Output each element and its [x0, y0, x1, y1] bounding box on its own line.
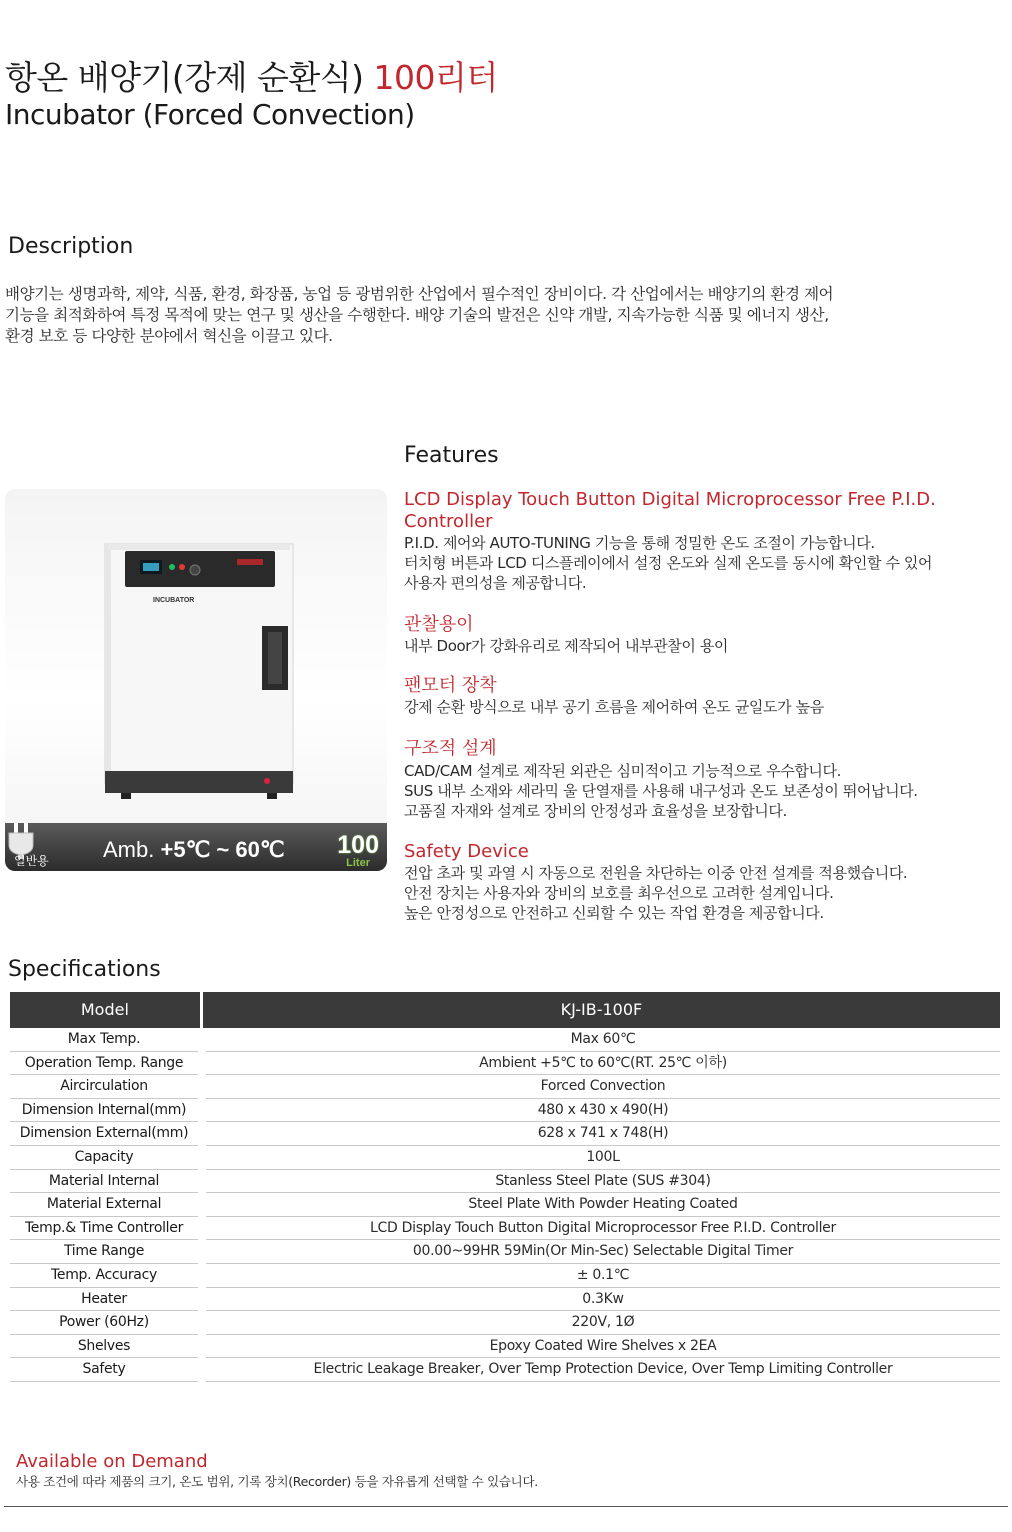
page-title-korean — [5, 58, 498, 98]
capacity-number: 100 — [337, 831, 379, 859]
feature-title-fan: 팬모터 장착 — [404, 675, 497, 696]
ambient-range-value: +5℃ ~ 60℃ — [160, 837, 285, 862]
spec-label: Material Internal — [10, 1170, 198, 1194]
panel-button-green — [169, 564, 175, 570]
feature-title-pid-cont: Controller — [404, 511, 493, 532]
feature-title-safety: Safety Device — [404, 841, 529, 862]
available-body: 사용 조건에 따라 제품의 크기, 온도 범위, 기록 장치(Recorder) 등을 자유롭게 선택할 수 있습니다. — [16, 1474, 538, 1489]
spec-value: Ambient +5℃ to 60℃(RT. 25℃ 이하) — [206, 1052, 1000, 1076]
spec-strip — [5, 823, 387, 871]
feature-title-pid: LCD Display Touch Button Digital Microprocessor Free P.I.D. — [404, 489, 936, 510]
title-capacity: 100리터 — [373, 58, 498, 97]
cabinet-top — [108, 544, 290, 550]
table-row — [10, 1099, 1000, 1123]
spec-label: Heater — [10, 1288, 198, 1312]
title-ko-text: 항온 배양기(강제 순환식) — [5, 58, 364, 97]
feature-title-observation: 관찰용이 — [404, 614, 474, 635]
feature-line: SUS 내부 소재와 세라믹 울 단열재를 사용해 내구성과 온도 보존성이 뛰어납니다. — [404, 782, 918, 800]
table-row — [10, 1028, 1000, 1052]
feature-body-structure — [404, 761, 1004, 821]
spec-value: 0.3Kw — [206, 1288, 1000, 1312]
spec-label: Safety — [10, 1358, 198, 1382]
feature-line: 고품질 자재와 설계로 장비의 안정성과 효율성을 보장합니다. — [404, 802, 787, 820]
spec-label: Temp.& Time Controller — [10, 1217, 198, 1241]
spec-value: 220V, 1Ø — [206, 1311, 1000, 1335]
cabinet-hinge-side — [105, 544, 111, 784]
spec-label: Dimension External(mm) — [10, 1122, 198, 1146]
lcd-readout — [143, 563, 159, 571]
spec-value: Electric Leakage Breaker, Over Temp Protection Device, Over Temp Limiting Controller — [206, 1358, 1000, 1382]
description-heading: Description — [8, 234, 134, 259]
feature-line: 안전 장치는 사용자와 장비의 보호를 최우선으로 고려한 설계입니다. — [404, 884, 834, 902]
panel-button-red — [179, 564, 185, 570]
spec-value: Stanless Steel Plate (SUS #304) — [206, 1170, 1000, 1194]
capacity-unit: Liter — [346, 857, 370, 869]
table-row — [10, 1193, 1000, 1217]
table-row — [10, 1052, 1000, 1076]
spec-label: Material External — [10, 1193, 198, 1217]
spec-value: ± 0.1℃ — [206, 1264, 1000, 1288]
feature-body-pid — [404, 533, 1004, 593]
spec-label: Operation Temp. Range — [10, 1052, 198, 1076]
ambient-prefix: Amb. — [103, 837, 155, 862]
table-row — [10, 1217, 1000, 1241]
feature-line: 내부 Door가 강화유리로 제작되어 내부관찰이 용이 — [404, 637, 729, 655]
spec-header-model: KJ-IB-100F — [203, 992, 1000, 1028]
spec-header-label: Model — [10, 992, 200, 1028]
spec-label: Time Range — [10, 1240, 198, 1264]
available-title: Available on Demand — [16, 1451, 208, 1472]
spec-value: 100L — [206, 1146, 1000, 1170]
spec-label: Power (60Hz) — [10, 1311, 198, 1335]
spec-label: Aircirculation — [10, 1075, 198, 1099]
bottom-divider — [4, 1506, 1008, 1507]
table-row — [10, 1146, 1000, 1170]
feature-line: 높은 안정성으로 안전하고 신뢰할 수 있는 작업 환경을 제공합니다. — [404, 904, 824, 922]
foot-left — [121, 793, 131, 799]
description-line: 환경 보호 등 다양한 분야에서 혁신을 이끌고 있다. — [5, 327, 333, 345]
panel-knob — [190, 565, 200, 575]
table-row — [10, 1122, 1000, 1146]
feature-line: CAD/CAM 설계로 제작된 외관은 심미적이고 기능적으로 우수합니다. — [404, 762, 841, 780]
description-line: 배양기는 생명과학, 제약, 식품, 환경, 화장품, 농업 등 광범위한 산업에서 필수적인 장비이다. 각 산업에서는 배양기의 환경 제어 — [5, 285, 834, 303]
feature-body-fan — [404, 697, 1004, 717]
usage-label: 일반용 — [14, 854, 49, 868]
feature-line: 사용자 편의성을 제공합니다. — [404, 574, 587, 592]
feature-line: 터치형 버튼과 LCD 디스플레이에서 설정 온도와 실제 온도를 동시에 확인할 수 있어 — [404, 554, 933, 572]
feature-line: P.I.D. 제어와 AUTO-TUNING 기능을 통해 정밀한 온도 조절이 가능합니다. — [404, 534, 875, 552]
table-row — [10, 1335, 1000, 1359]
panel-brand-badge — [237, 559, 263, 565]
table-row — [10, 1288, 1000, 1312]
spec-label: Temp. Accuracy — [10, 1264, 198, 1288]
spec-label: Dimension Internal(mm) — [10, 1099, 198, 1123]
spec-label: Shelves — [10, 1335, 198, 1359]
spec-value: 00.00~99HR 59Min(Or Min-Sec) Selectable Digital Timer — [206, 1240, 1000, 1264]
table-row — [10, 1170, 1000, 1194]
table-row — [10, 1358, 1000, 1382]
page-title-english: Incubator (Forced Convection) — [5, 98, 415, 131]
feature-title-structure: 구조적 설계 — [404, 738, 497, 759]
spec-value: 628 x 741 x 748(H) — [206, 1122, 1000, 1146]
features-heading: Features — [404, 443, 499, 468]
spec-label: Max Temp. — [10, 1028, 198, 1052]
power-switch — [264, 778, 270, 784]
cabinet-brand-label: INCUBATOR — [153, 597, 195, 604]
product-image — [5, 489, 387, 871]
table-row — [10, 1311, 1000, 1335]
feature-line: 강제 순환 방식으로 내부 공기 흐름을 제어하여 온도 균일도가 높음 — [404, 698, 824, 716]
description-body — [5, 284, 1009, 347]
table-row — [10, 1264, 1000, 1288]
spec-value: 480 x 430 x 490(H) — [206, 1099, 1000, 1123]
spec-value: Steel Plate With Powder Heating Coated — [206, 1193, 1000, 1217]
specifications-heading: Specifications — [8, 957, 161, 982]
feature-body-safety — [404, 863, 1004, 923]
spec-value: LCD Display Touch Button Digital Microprocessor Free P.I.D. Controller — [206, 1217, 1000, 1241]
feature-line: 전압 초과 및 과열 시 자동으로 전원을 차단하는 이중 안전 설계를 적용했습니다. — [404, 864, 908, 882]
spec-value: Epoxy Coated Wire Shelves x 2EA — [206, 1335, 1000, 1359]
door-handle-grip — [268, 632, 282, 684]
spec-value: Forced Convection — [206, 1075, 1000, 1099]
table-row — [10, 1075, 1000, 1099]
feature-body-observation — [404, 636, 1004, 656]
spec-value: Max 60℃ — [206, 1028, 1000, 1052]
spec-label: Capacity — [10, 1146, 198, 1170]
spec-table-header — [10, 992, 1000, 1028]
spec-table — [10, 992, 1000, 1382]
description-line: 기능을 최적화하여 특정 목적에 맞는 연구 및 생산을 수행한다. 배양 기술의 발전은 신약 개발, 지속가능한 식품 및 에너지 생산, — [5, 306, 829, 324]
ambient-range — [103, 835, 285, 865]
table-row — [10, 1240, 1000, 1264]
incubator-illustration — [5, 489, 387, 871]
foot-right — [267, 793, 277, 799]
